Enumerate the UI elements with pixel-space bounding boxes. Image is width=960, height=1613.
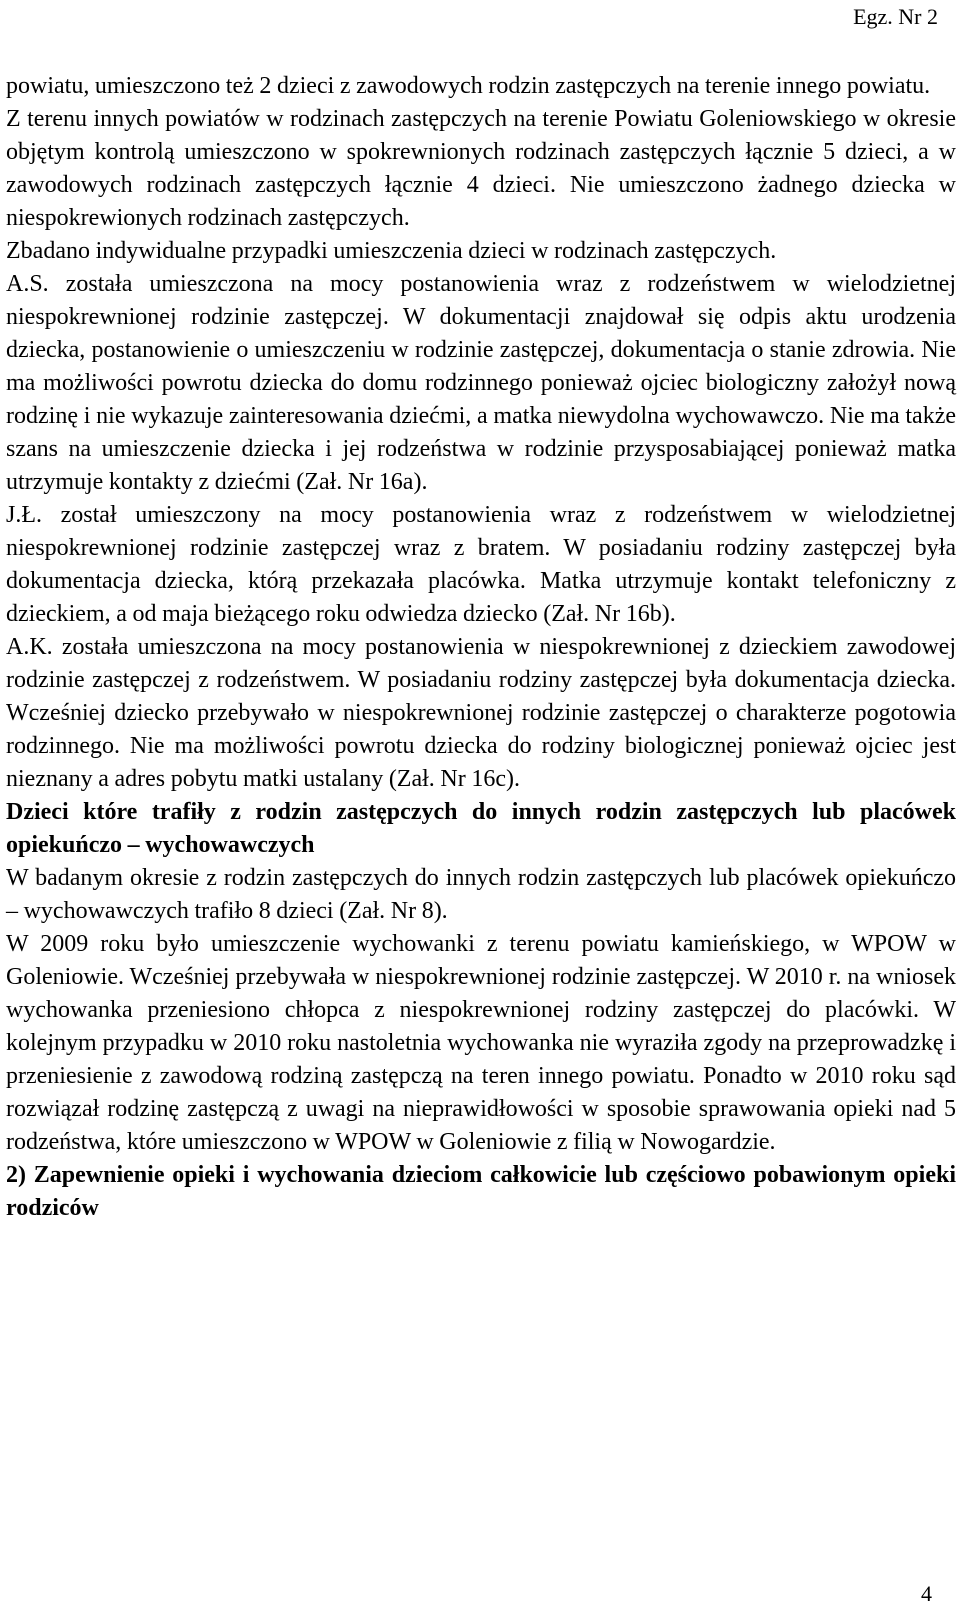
section-heading-care: 2) Zapewnienie opieki i wychowania dzieciom całkowicie lub częściowo pobawionym opieki rodziców bbox=[6, 1162, 956, 1221]
paragraph-other-counties: Z terenu innych powiatów w rodzinach zastępczych na terenie Powiatu Goleniowskiego w okresie objętym kontrolą umieszczono w spokrewnionych rodzinach zastępczych łącznie 5 dzieci, a w zawodowych rodzinach zastępczych łącznie 4 dzieci. Nie umieszczono żadnego dziecka w niespokrewionych rodzinach zastępczych. bbox=[6, 106, 956, 231]
document-body bbox=[6, 70, 956, 1225]
section-heading-transfers: Dzieci które trafiły z rodzin zastępczych do innych rodzin zastępczych lub placówek opiekuńczo – wychowawczych bbox=[6, 799, 956, 858]
paragraph-case-jl: J.Ł. został umieszczony na mocy postanowienia wraz z rodzeństwem w wielodzietnej niespokrewnionej rodzinie zastępczej wraz z bratem. W posiadaniu rodziny zastępczej była dokumentacja dziecka, którą przekazała placówka. Matka utrzymuje kontakt telefoniczny z dzieckiem, a od maja bieżącego roku odwiedza dziecko (Zał. Nr 16b). bbox=[6, 502, 956, 627]
paragraph-case-ak: A.K. została umieszczona na mocy postanowienia w niespokrewnionej z dzieckiem zawodowej rodzinie zastępczej z rodzeństwem. W posiadaniu rodziny zastępczej była dokumentacja dziecka. Wcześniej dziecko przebywało w niespokrewnionej rodzinie zastępczej o charakterze pogotowia rodzinnego. Nie ma możliwości powrotu dziecka do rodziny biologicznej ponieważ ojciec jest nieznany a adres pobytu matki ustalany (Zał. Nr 16c). bbox=[6, 634, 956, 792]
page-header-copy-number: Egz. Nr 2 bbox=[853, 4, 938, 29]
paragraph-case-as: A.S. została umieszczona na mocy postanowienia wraz z rodzeństwem w wielodzietnej niespokrewnionej rodzinie zastępczej. W dokumentacji znajdował się odpis aktu urodzenia dziecka, postanowienie o umieszczeniu w rodzinie zastępczej, dokumentacja o stanie zdrowia. Nie ma możliwości powrotu dziecka do domu rodzinnego ponieważ ojciec biologiczny założył nową rodzinę i nie wykazuje zainteresowania dziećmi, a matka niewydolna wychowawczo. Nie ma także szans na umieszczenie dziecka i jej rodzeństwa w rodzinie przysposabiającej ponieważ matka utrzymuje kontakty z dziećmi (Zał. Nr 16a). bbox=[6, 271, 956, 495]
paragraph-transfers-count: W badanym okresie z rodzin zastępczych do innych rodzin zastępczych lub placówek opiekuńczo – wychowawczych trafiło 8 dzieci (Zał. Nr 8). bbox=[6, 865, 956, 924]
paragraph-powiatu: powiatu, umieszczono też 2 dzieci z zawodowych rodzin zastępczych na terenie innego powiatu. bbox=[6, 73, 931, 99]
paragraph-transfers-details: W 2009 roku było umieszczenie wychowanki z terenu powiatu kamieńskiego, w WPOW w Goleniowie. Wcześniej przebywała w niespokrewnionej rodzinie zastępczej. W 2010 r. na wniosek wychowanka przeniesiono chłopca z niespokrewnionej rodziny zastępczej do placówki. W kolejnym przypadku w 2010 roku nastoletnia wychowanka nie wyraziła zgody na przeprowadzkę i przeniesienie z zawodową rodziną zastępczą na teren innego powiatu. Ponadto w 2010 roku sąd rozwiązał rodzinę zastępczą z uwagi na nieprawidłowości w sposobie sprawowania opieki nad 5 rodzeństwa, które umieszczono w WPOW w Goleniowie z filią w Nowogardzie. bbox=[6, 931, 956, 1155]
page-number: 4 bbox=[921, 1581, 932, 1606]
paragraph-individual-cases: Zbadano indywidualne przypadki umieszczenia dzieci w rodzinach zastępczych. bbox=[6, 238, 777, 264]
